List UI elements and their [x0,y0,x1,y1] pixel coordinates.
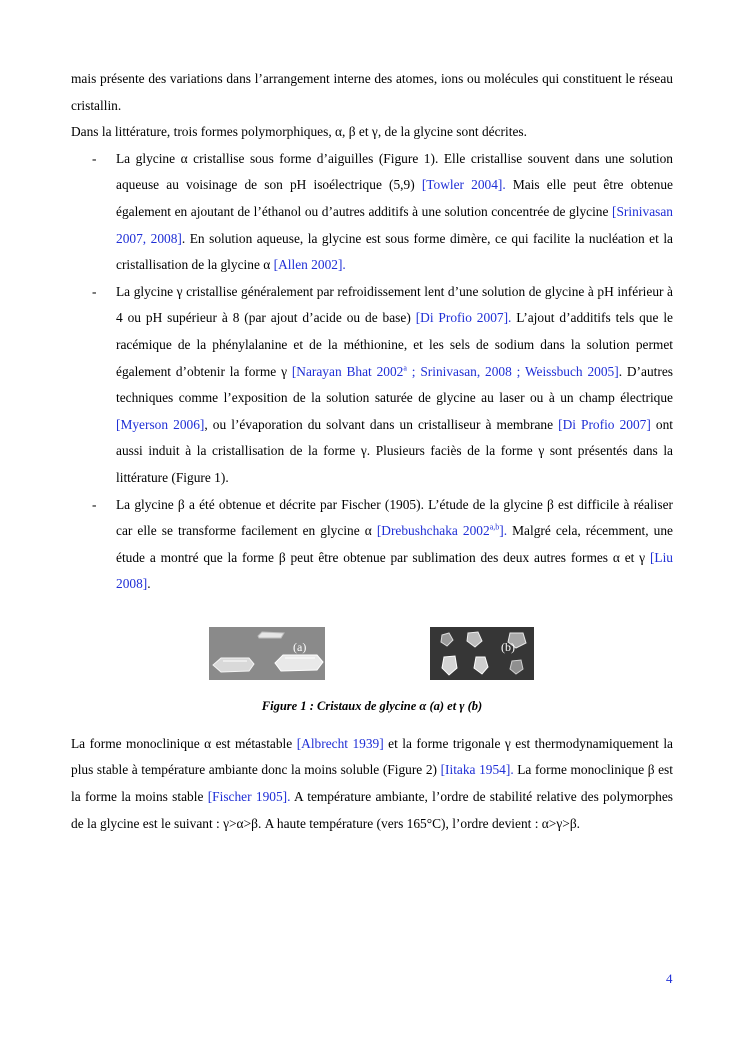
citation-link[interactable]: [Myerson 2006] [116,416,205,432]
citation-link[interactable]: [Allen 2002]. [273,257,346,273]
list-text: . [147,576,151,592]
citation-link[interactable]: [Srinivasan 2007, 2008] [116,203,673,246]
paragraph-text: La forme monoclinique α est métastable [71,735,297,751]
polymorph-list [71,146,673,598]
list-text: . D’autres techniques comme l’exposition de la solution saturée de glycine au laser ou à un champ électrique [116,363,673,406]
citation-link[interactable]: [Liu 2008] [116,549,673,592]
citation-link[interactable]: [Di Profio 2007] [558,416,651,432]
citation-text: ]. [499,523,508,539]
citation-text: ; Srinivasan, 2008 ; Weissbuch 2005] [406,363,619,379]
alpha-crystals-drawing [209,627,325,680]
list-text: L’ajout d’additifs tels que le racémique de la phénylalanine et de la méthionine, et les sels de sodium dans la solution permet également d’obtenir la forme γ [116,310,673,379]
citation-link[interactable]: [Albrecht 1939] [296,735,384,751]
paragraph-text: La forme monoclinique β est la forme la moins stable [71,762,673,805]
list-text: , ou l’évaporation du solvant dans un cristalliseur à membrane [204,416,559,432]
list-text: ont aussi induit à la cristallisation de la forme γ. Plusieurs faciès de la forme γ sont présentés dans la littérature (Figure 1). [116,416,673,485]
paragraph-intro-continued: mais présente des variations dans l’arrangement interne des atomes, ions ou molécules qui constituent le réseau cristallin. [71,71,673,113]
citation-link[interactable]: [Di Profio 2007]. [415,310,512,326]
list-text: Malgré cela, récemment, une étude a montré que la forme β peut être obtenue par sublimation des deux autres formes α et γ [116,523,674,565]
list-item-beta [71,492,673,598]
citation-superscript: a [403,363,407,373]
figure-caption: Figure 1 : Cristaux de glycine α (a) et γ (b) [261,698,483,713]
paragraph-stability [71,731,673,837]
list-dash: - [92,150,97,166]
citation-text: [Drebushchaka 2002 [376,523,490,539]
citation-superscript: a,b [489,522,500,532]
paragraph-text: A température ambiante, l’ordre de stabilité relative des polymorphes de la glycine est le suivant : γ>α>β. A haute température (vers 165°C), l’ordre devient : α>γ>β. [71,789,673,831]
citation-link[interactable]: [Towler 2004]. [421,177,506,193]
gamma-crystal-photo [430,627,534,680]
list-item-alpha [71,146,673,279]
paragraph-polymorphs: Dans la littérature, trois formes polymorphiques, α, β et γ, de la glycine sont décrites. [71,124,527,140]
list-text: . En solution aqueuse, la glycine est sous forme dimère, ce qui facilite la nucléation et la cristallisation de la glycine α [116,230,673,273]
document-body [71,66,673,837]
citation-link[interactable]: [Iitaka 1954]. [440,762,514,778]
figure-label-b: (b) [501,639,515,654]
citation-link[interactable] [292,364,619,379]
gamma-crystals-drawing [430,627,534,680]
list-item-gamma [71,279,673,492]
paragraph-text: et la forme trigonale γ est thermodynamiquement la plus stable à température ambiante donc la moins soluble (Figure 2) [71,735,673,778]
list-dash: - [92,496,97,512]
figure-label-a: (a) [293,639,307,654]
list-text: Mais elle peut être obtenue également en ajoutant de l’éthanol ou d’autres additifs à une solution concentrée de glycine [116,177,674,219]
citation-link[interactable]: [Fischer 1905]. [207,789,291,805]
figure-1 [71,616,673,696]
list-dash: - [92,283,97,299]
list-text: La glycine γ cristallise généralement par refroidissement lent d’une solution de glycine à pH inférieur à 4 ou pH supérieur à 8 (par ajout d’acide ou de base) [116,283,673,326]
citation-text: [Narayan Bhat 2002 [291,363,404,379]
citation-link[interactable] [377,523,507,538]
list-text: La glycine α cristallise sous forme d’aiguilles (Figure 1). Elle cristallise souvent dans une solution aqueuse au voisinage de son pH isoélectrique (5,9) [116,150,673,193]
alpha-crystal-photo [209,627,325,680]
list-text: La glycine β a été obtenue et décrite par Fischer (1905). L’étude de la glycine β est difficile à réaliser car elle se transforme facilement en glycine α [116,496,673,539]
page-number: 4 [666,971,673,986]
